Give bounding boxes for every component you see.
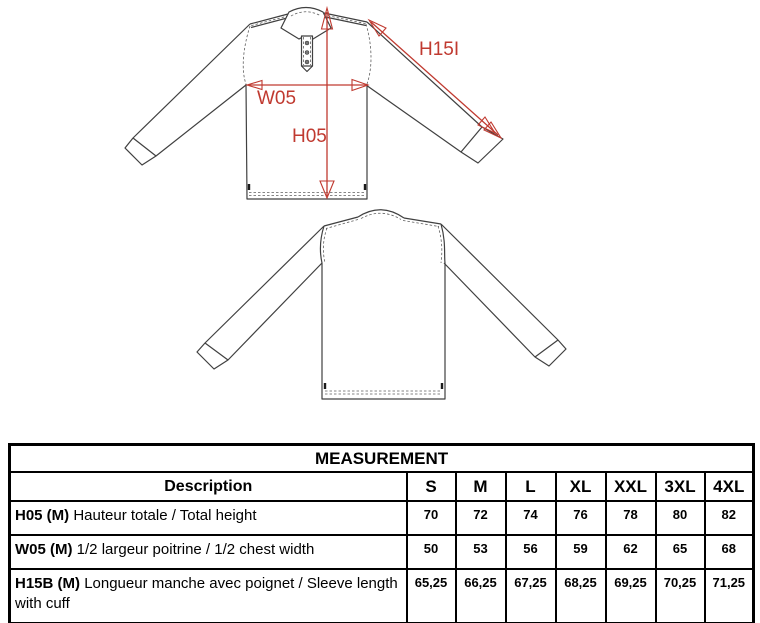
placket-button (305, 41, 309, 45)
back-left-cuff-seam (205, 343, 228, 360)
back-collar-stitching (361, 213, 401, 219)
placket-bottom (302, 66, 313, 72)
measurement-table (8, 443, 755, 623)
back-armhole-stitching (323, 226, 441, 263)
front-right-cuff-seam (461, 127, 482, 152)
row-description (10, 569, 407, 623)
measure-code: H15B (M) (15, 575, 81, 592)
value-cell: 65,25 (407, 569, 456, 623)
value-cell: 69,25 (606, 569, 656, 623)
row-description (10, 501, 407, 535)
table-header-row (10, 472, 754, 501)
value-cell: 71,25 (705, 569, 754, 623)
chest-width-label: W05 (257, 88, 297, 109)
size-header-m: M (456, 472, 506, 501)
front-left-cuff-seam (133, 138, 156, 156)
value-cell: 70,25 (656, 569, 705, 623)
value-cell: 53 (456, 535, 506, 569)
size-header-l: L (506, 472, 556, 501)
table-title-row (10, 445, 754, 473)
value-cell: 59 (556, 535, 606, 569)
value-cell: 67,25 (506, 569, 556, 623)
value-cell: 82 (705, 501, 754, 535)
table-row-h05 (10, 501, 754, 535)
table-row-h15b (10, 569, 754, 623)
measure-text: 1/2 largeur poitrine / 1/2 chest width (76, 541, 315, 558)
back-body-outline (320, 224, 445, 399)
placket-button (305, 60, 309, 64)
value-cell: 78 (606, 501, 656, 535)
value-cell: 62 (606, 535, 656, 569)
measure-code: W05 (M) (15, 541, 73, 558)
front-hem-ticks (249, 184, 365, 190)
size-header-4xl: 4XL (705, 472, 754, 501)
back-view-drawing (197, 210, 566, 399)
measure-text: Hauteur totale / Total height (73, 507, 257, 524)
back-hem-stitching (325, 391, 442, 394)
back-left-sleeve (197, 226, 324, 369)
value-cell: 80 (656, 501, 705, 535)
value-cell: 74 (506, 501, 556, 535)
placket-button (305, 51, 309, 55)
front-hem-stitching (249, 193, 365, 196)
table-title: MEASUREMENT (10, 445, 754, 473)
sleeve-length-label: H15I (419, 39, 460, 60)
back-shoulder-seams (324, 217, 441, 226)
back-right-sleeve (441, 224, 566, 366)
value-cell: 66,25 (456, 569, 506, 623)
size-header-s: S (407, 472, 456, 501)
value-cell: 65 (656, 535, 705, 569)
size-header-xxl: XXL (606, 472, 656, 501)
value-cell: 68,25 (556, 569, 606, 623)
measure-code: H05 (M) (15, 507, 70, 524)
total-height-label: H05 (292, 126, 327, 147)
value-cell: 72 (456, 501, 506, 535)
value-cell: 50 (407, 535, 456, 569)
value-cell: 68 (705, 535, 754, 569)
front-left-sleeve (125, 24, 250, 165)
back-collar (358, 210, 404, 218)
size-header-3xl: 3XL (656, 472, 705, 501)
value-cell: 56 (506, 535, 556, 569)
dimension-annotations (247, 8, 501, 198)
value-cell: 70 (407, 501, 456, 535)
back-right-cuff-seam (535, 340, 558, 357)
description-header: Description (10, 472, 407, 501)
row-description (10, 535, 407, 569)
value-cell: 76 (556, 501, 606, 535)
front-view-drawing (125, 8, 503, 200)
size-header-xl: XL (556, 472, 606, 501)
measure-text: Longueur manche avec poignet / Sleeve length with cuff (15, 575, 398, 612)
table-row-w05 (10, 535, 754, 569)
back-hem-ticks (325, 383, 442, 389)
